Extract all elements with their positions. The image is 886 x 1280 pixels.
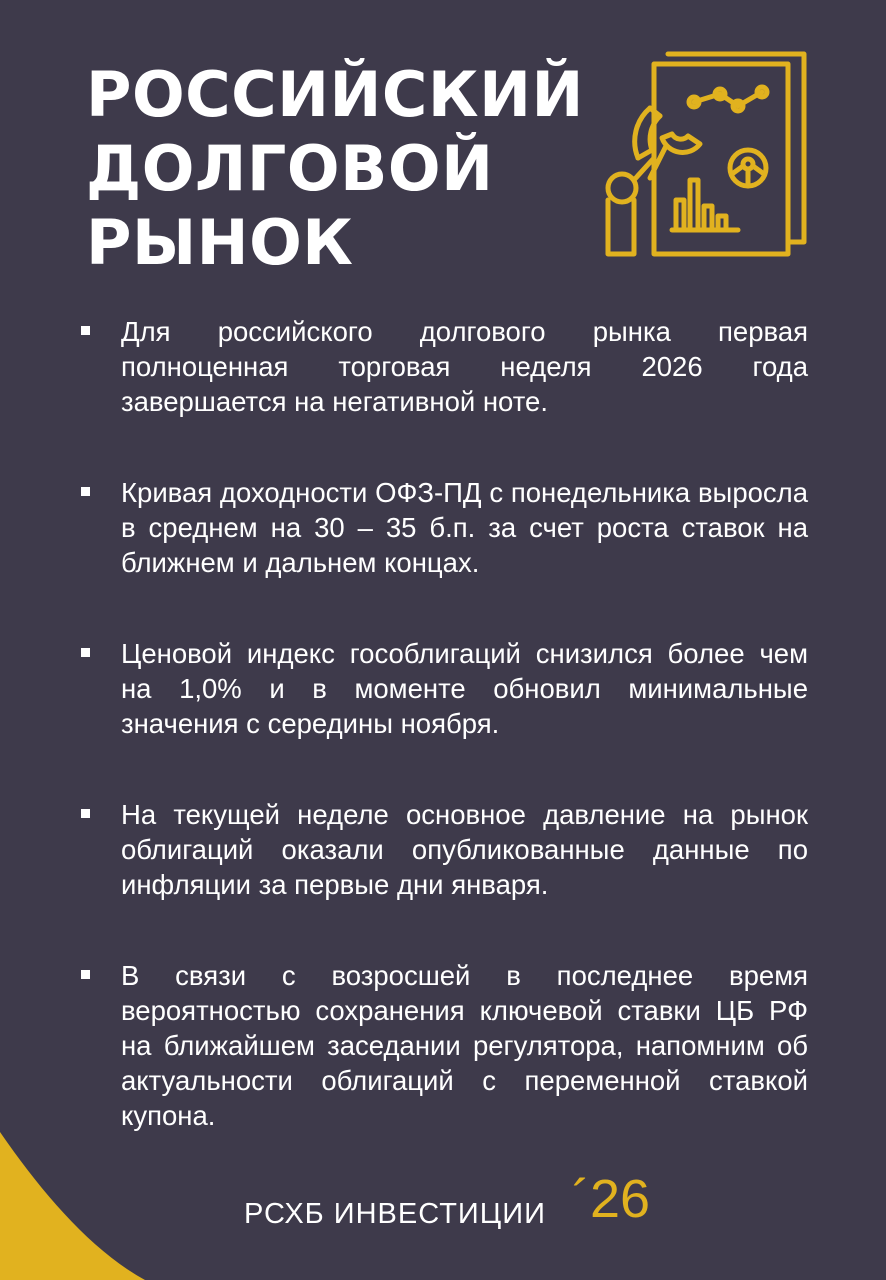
page-title (86, 58, 584, 280)
bullet-marker (81, 487, 90, 496)
bullet-text: На текущей неделе основное давление на рынок облигаций оказали опубликованные данные по инфляции за первые дни января. (121, 799, 808, 900)
list-item (78, 314, 808, 419)
list-item (78, 797, 808, 902)
list-item (78, 475, 808, 580)
bullet-text: Для российского долгового рынка первая полноценная торговая неделя 2026 года завершается на негативной ноте. (121, 316, 808, 417)
bullet-marker (81, 326, 90, 335)
bullet-marker (81, 970, 90, 979)
list-item (78, 636, 808, 741)
footer-brand: РСХБ ИНВЕСТИЦИИ (244, 1198, 546, 1230)
title-line-2: ДОЛГОВОЙ (86, 132, 494, 205)
list-item (78, 958, 808, 1133)
bullet-text: Кривая доходности ОФЗ-ПД с понедельника выросла в среднем на 30 – 35 б.п. за счет роста ставок на ближнем и дальнем концах. (121, 477, 808, 578)
bullet-marker (81, 809, 90, 818)
bullet-list (78, 314, 808, 1133)
bullet-text: В связи с возросшей в последнее время вероятностью сохранения ключевой ставки ЦБ РФ на ближайшем заседании регулятора, напомним об актуальности облигаций с переменной ставкой купона. (121, 960, 808, 1131)
footer-year: ´26 (572, 1169, 651, 1229)
financial-report-chart-icon (596, 50, 808, 260)
title-line-1: РОССИЙСКИЙ (86, 58, 584, 131)
bullet-marker (81, 648, 90, 657)
bullet-text: Ценовой индекс гособлигаций снизился более чем на 1,0% и в моменте обновил минимальные значения с середины ноября. (121, 638, 808, 739)
title-line-3: РЫНОК (86, 206, 354, 279)
